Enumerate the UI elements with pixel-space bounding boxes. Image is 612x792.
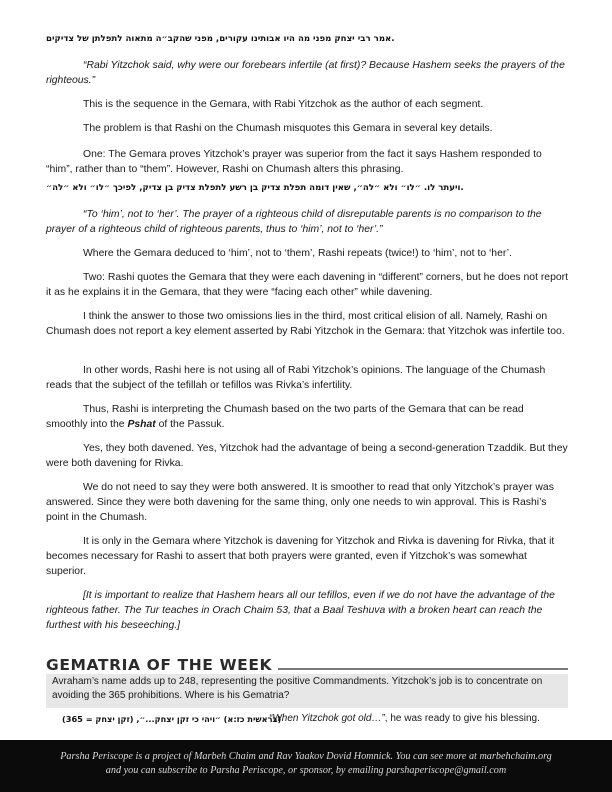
pshat-text-after: of the Passuk. [155,419,225,430]
hebrew-quote-rashi: .ויעתר לו. ״לו״ ולא ״לה״, שאין דומה תפלת צדיק בן רשע לתפלת צדיק בן צדיק, לפיכך ״לו״ ולא ״לה״ [46,183,464,193]
paragraph-translation-1: “Rabi Yitzchok said, why were our forebears infertile (at first)? Because Hashem seeks the prayers of the righteous.” [46,60,565,86]
hebrew-quote-gemara: .אמר רבי יצחק מפני מה היו אבותינו עקורים, מפני שהקב״ה מתאוה לתפלתן של צדיקים [46,34,395,44]
paragraph-problem: The problem is that Rashi on the Chumash misquotes this Gemara in several key details. [83,123,493,134]
paragraph-answered: We do not need to say they were both answered. It is smoother to read that only Yitzchok’s prayer was answered. Since they were both davening for the same thing, only one needs to win approval. This is Rashi’s point in the Chumash. [46,482,554,523]
paragraph-pshat [46,402,568,432]
footer-line-1: Parsha Periscope is a project of Marbeh Chaim and Rav Yaakov Dovid Homnick. You can see more at marbehchaim.org [60,751,552,762]
gematria-title: GEMATRIA OF THE WEEK [46,656,278,674]
gematria-english-quote: “When Yitzchok got old…” [269,713,385,724]
gematria-answer [46,713,568,727]
paragraph-gemara-only: It is only in the Gemara where Yitzchok is davening for Yitzchok and Rivka is davening for Rivka, that it becomes necessary for Rashi to assert that both prayers were granted, even if Yitzchok’s was somewhat superior. [46,536,555,577]
paragraph-both-davened: Yes, they both davened. Yes, Yitzchok had the advantage of being a second-generation Tzaddik. But they were both davening for Rivka. [46,443,568,469]
gematria-english-answer [269,713,540,724]
gematria-rule [258,668,568,670]
paragraph-translation-2: “To ‘him’, not to ‘her’. The prayer of a righteous child of disreputable parents is no comparison to the prayer of a righteous child of righteous parents, thus to ‘him’, not to ‘her’.” [46,209,542,235]
gematria-hebrew-answer: (בראשית כז:א) ״ויהי כי זקן יצחק...״, (זקן יצחק = 365) [62,714,282,724]
footer-banner [0,740,612,792]
gematria-english-rest: , he was ready to give his blessing. [384,713,540,724]
paragraph-point-one: One: The Gemara proves Yitzchok’s prayer was superior from the fact it says Hashem responded to “him”, rather than to “them”. However, Rashi on Chumash alters this phrasing. [46,149,542,175]
paragraph-bracket-note: [It is important to realize that Hashem hears all our tefillos, even if we do not have the advantage of the righteous father. The Tur teaches in Orach Chaim 53, that a Baal Teshuva with a broken heart can reach the furthest with his beseeching.] [46,590,555,631]
footer-line-2: and you can subscribe to Parsha Periscope, or sponsor, by emailing parshaperiscope@gmail.com [105,765,507,776]
paragraph-deduction: Where the Gemara deduced to ‘him’, not to ‘them’, Rashi repeats (twice!) to ‘him’, not to ‘her’. [83,248,512,259]
pshat-term: Pshat [127,419,156,430]
paragraph-sequence: This is the sequence in the Gemara, with Rabi Yitzchok as the author of each segment. [83,99,484,110]
pshat-text-before: Thus, Rashi is interpreting the Chumash based on the two parts of the Gemara that can be read smoothly into the [46,404,524,430]
paragraph-other-words: In other words, Rashi here is not using all of Rabi Yitzchok’s opinions. The language of the Chumash reads that the subject of the tefillah or tefillos was Rivka’s infertility. [46,365,546,391]
gematria-box [46,674,568,708]
gematria-text: Avraham’s name adds up to 248, representing the positive Commandments. Yitzchok’s job is to concentrate on avoiding the 365 prohibitions. Where is his Gematria? [52,676,543,701]
paragraph-point-two: Two: Rashi quotes the Gemara that they were each davening in “different” corners, but he does not report it as he explains it in the Gemara, that they were “facing each other” while davening. [46,272,568,298]
gematria-header [46,656,568,674]
paragraph-omissions: I think the answer to those two omissions lies in the third, most critical elision of all. Namely, Rashi on Chumash does not report a key element asserted by Rabi Yitzchok in the Gemara: that Yitzchok was infertile too. [46,311,565,337]
